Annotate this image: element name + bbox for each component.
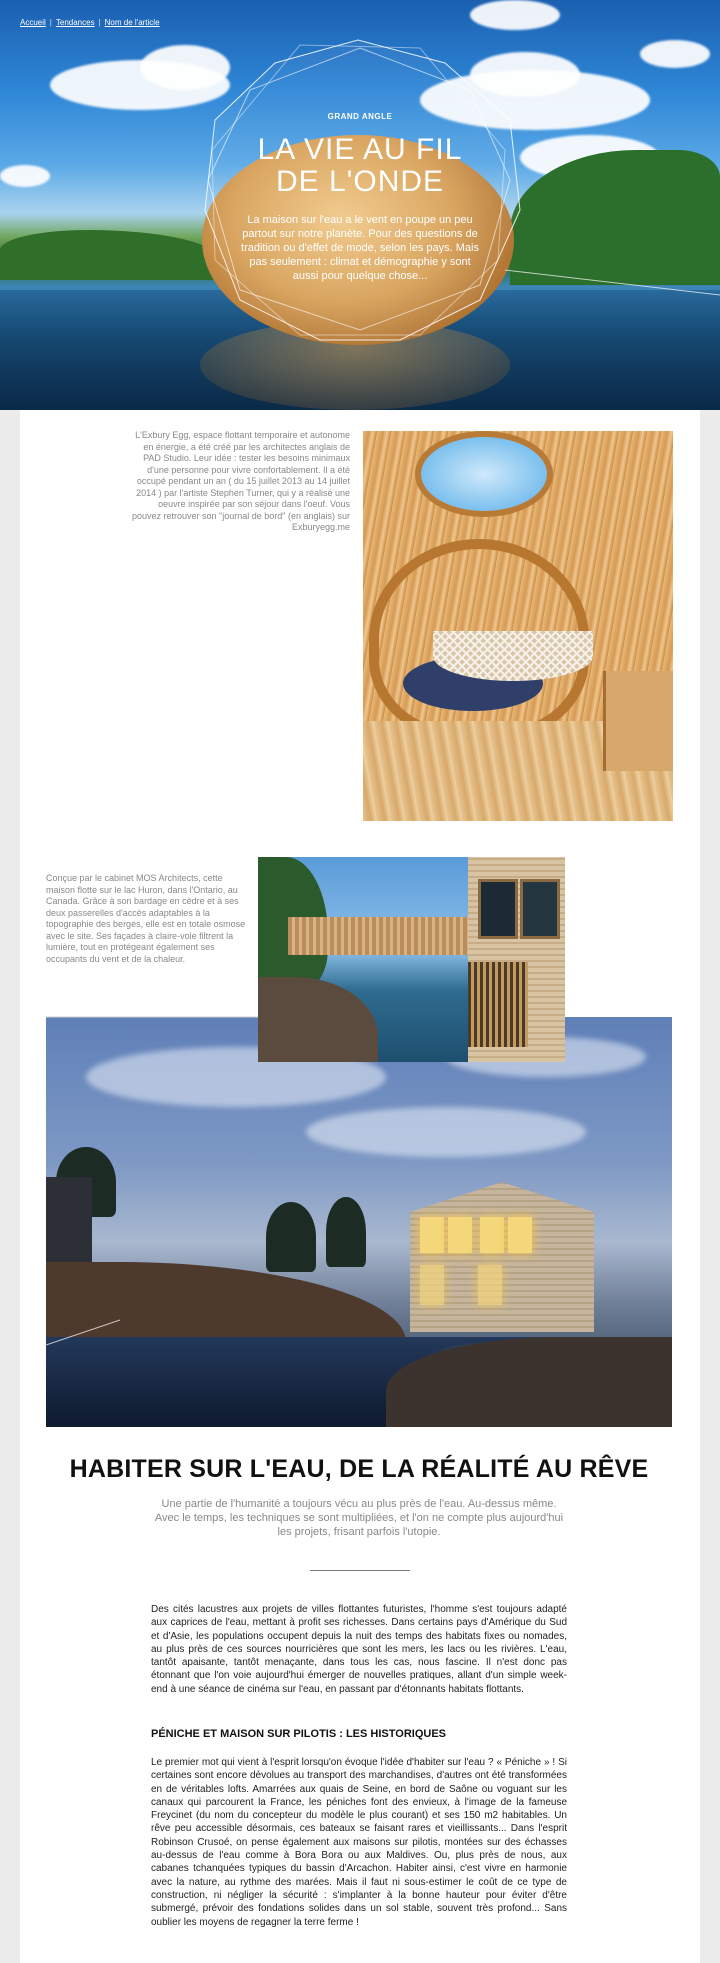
article-title: HABITER SUR L'EAU, DE LA RÉALITÉ AU RÊVE bbox=[69, 1455, 649, 1483]
caption-exbury-egg: L'Exbury Egg, espace flottant temporaire et autonome en énergie, a été créé par les architectes anglais de PAD Studio. Leur idée : tester les besoins minimaux d'une personne pour vivre confortablement. Il a été occupé pendant un an ( du 15 juillet 2013 au 14 juillet 2014 ) par l'artiste Stephen Turner, qui y a réalisé une oeuvre inspirée par son séjour dans l'oeuf. Vous pouvez retrouver son "journal de bord" (en anglais) sur Exburyegg.me bbox=[131, 430, 350, 532]
hero-geometric-frame bbox=[0, 0, 720, 410]
photo-floating-house-dusk bbox=[46, 1017, 672, 1427]
hero-title-line-2: DE L'ONDE bbox=[275, 165, 445, 198]
hero-title bbox=[210, 134, 510, 198]
breadcrumb-link-article[interactable]: Nom de l'article bbox=[104, 18, 160, 27]
caption-mos-house: Conçue par le cabinet MOS Architects, cette maison flotte sur le lac Huron, dans l'Ontario, au Canada. Grâce à son bardage en cèdre et à ses deux passerelles d'accès adaptables à la topographie des berges, elle est en totale osmose avec le site. Ses façades à claire-voie filtrent la lumière, tout en protégeant également ses occupants du vent et de la chaleur. bbox=[46, 873, 246, 964]
breadcrumb bbox=[20, 18, 160, 27]
article-lead: Une partie de l'humanité a toujours vécu au plus près de l'eau. Au-dessus même. Avec le temps, les techniques se sont multipliées, et l'on ne compte plus aujourd'hui les projets, frisant parfois l'utopie. bbox=[154, 1498, 564, 1538]
hero-description: La maison sur l'eau a le vent en poupe un peu partout sur notre planète. Pour des questions de tradition ou d'effet de mode, selon les pays. Mais pas seulement : climat et démographie y sont aussi pour quelque chose... bbox=[241, 214, 479, 282]
breadcrumb-link-home[interactable]: Accueil bbox=[20, 18, 46, 27]
article-paragraph-1: Des cités lacustres aux projets de villes flottantes futuristes, l'homme s'est toujours adapté aux caprices de l'eau, mettant à profit ses richesses. Dans certains pays d'Amérique du Sud et d'Asie, les populations occupent depuis la nuit des temps des habitats fixes ou nomades, au plus près de ces sources nourricières que sont les mers, les lacs ou les rivières. L'eau, tantôt apaisante, tantôt menaçante, dans tous les cas, nous fascine. Il n'est donc pas étonnant que l'on voie aujourd'hui émerger de nouvelles pratiques, allant d'un simple week-end à une séance de cinéma sur l'eau, en passant par d'étonnants habitats flottants. bbox=[151, 1604, 567, 1695]
photo-floating-house-bridge bbox=[258, 857, 565, 1062]
article-subheading: PÉNICHE ET MAISON SUR PILOTIS : LES HISTORIQUES bbox=[151, 1728, 446, 1740]
section-divider bbox=[310, 1570, 410, 1571]
hero-banner bbox=[0, 0, 720, 410]
breadcrumb-separator: | bbox=[49, 18, 52, 27]
hero-kicker: GRAND ANGLE bbox=[327, 112, 393, 121]
hero-title-line-1: LA VIE AU FIL bbox=[257, 133, 463, 166]
breadcrumb-link-trends[interactable]: Tendances bbox=[55, 18, 95, 27]
article-paragraph-2: Le premier mot qui vient à l'esprit lorsqu'on évoque l'idée d'habiter sur l'eau ? « Péniche » ! Si certaines sont encore dévolues au transport des marchandises, d'autres ont été transformées en de véritables lofts. Amarrées aux quais de Seine, en bord de Saône ou voguant sur les canaux qui parcourent la France, les péniches font des envieux, à l'image de la fameuse Freycinet (du nom du concepteur du modèle le plus courant) et ses 150 m2 habitables. Un rêve peu accessible désormais, ces bateaux se faisant rares et vieillissants... Dans l'esprit Robinson Crusoé, on pense également aux maisons sur pilotis, montées sur des échasses au-dessus de l'eau comme à Bora Bora ou aux Maldives. Ou, plus près de nous, aux cabanes tchanquées typiques du bassin d'Arcachon. Habiter ainsi, c'est vivre en harmonie avec la nature, au rythme des marées. Mais il faut ni sous-estimer le coût de ce type de construction, ni négliger la sécurité : s'implanter à la bonne hauteur pour éviter d'être submergé, prévoir des fondations solides dans un sol stable, souvent très profond... Sans oublier les moyens de regagner la terre ferme ! bbox=[151, 1757, 567, 1928]
breadcrumb-separator: | bbox=[98, 18, 101, 27]
photo-egg-interior bbox=[363, 431, 673, 821]
